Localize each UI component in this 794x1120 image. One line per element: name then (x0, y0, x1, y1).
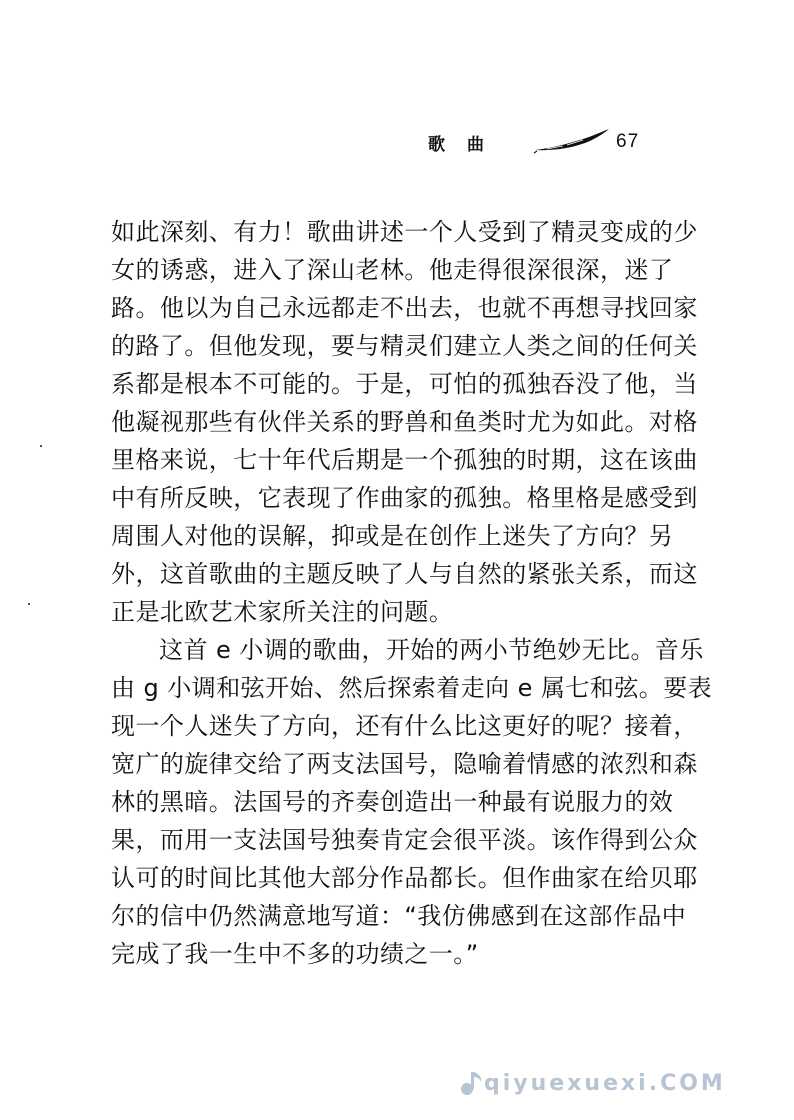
watermark-text: qiyuexuexi.COM (484, 1071, 726, 1096)
section-title: 歌曲 (428, 135, 506, 155)
text-line: 路。他以为自己永远都走不出去，也就不再想寻找回家 (111, 294, 698, 322)
scan-speck (28, 603, 30, 605)
text-line: 他凝视那些有伙伴关系的野兽和鱼类时尤为如此。对格 (111, 408, 698, 436)
text-line: 林的黑暗。法国号的齐奏创造出一种最有说服力的效 (111, 788, 674, 816)
text-line: 果，而用一支法国号独奏肯定会很平淡。该作得到公众 (111, 826, 698, 854)
text-line: 由 g 小调和弦开始、然后探索着走向 e 属七和弦。要表 (111, 674, 713, 702)
text-line: 认可的时间比其他大部分作品都长。但作曲家在给贝耶 (111, 864, 698, 892)
text-line: 系都是根本不可能的。于是，可怕的孤独吞没了他，当 (111, 370, 698, 398)
text-line: 外，这首歌曲的主题反映了人与自然的紧张关系，而这 (111, 560, 698, 588)
text-line: 女的诱惑，进入了深山老林。他走得很深很深，迷了 (111, 256, 674, 284)
body-text (111, 213, 713, 973)
text-line: 的路了。但他发现，要与精灵们建立人类之间的任何关 (111, 332, 698, 360)
text-line: 里格来说，七十年代后期是一个孤独的时期，这在该曲 (111, 446, 698, 474)
paragraph-first-line: 这首 e 小调的歌曲，开始的两小节绝妙无比。音乐 (159, 636, 704, 664)
running-header (428, 128, 668, 158)
quill-icon (533, 128, 611, 154)
text-line: 尔的信中仍然满意地写道：“我仿佛感到在这部作品中 (111, 902, 687, 930)
music-note-logo-icon (456, 1068, 486, 1098)
text-line: 正是北欧艺术家所关注的问题。 (111, 598, 454, 626)
text-line: 宽广的旋律交给了两支法国号，隐喻着情感的浓烈和森 (111, 750, 698, 778)
text-line: 完成了我一生中不多的功绩之一。” (111, 940, 479, 968)
text-line: 周围人对他的误解，抑或是在创作上迷失了方向？另 (111, 522, 674, 550)
text-line: 中有所反映，它表现了作曲家的孤独。格里格是感受到 (111, 484, 698, 512)
text-line: 如此深刻、有力！歌曲讲述一个人受到了精灵变成的少 (111, 218, 698, 246)
scan-speck (40, 445, 42, 447)
text-line: 现一个人迷失了方向，还有什么比这更好的呢？接着， (111, 712, 698, 740)
watermark (456, 1068, 776, 1102)
page-number: 67 (616, 131, 640, 152)
